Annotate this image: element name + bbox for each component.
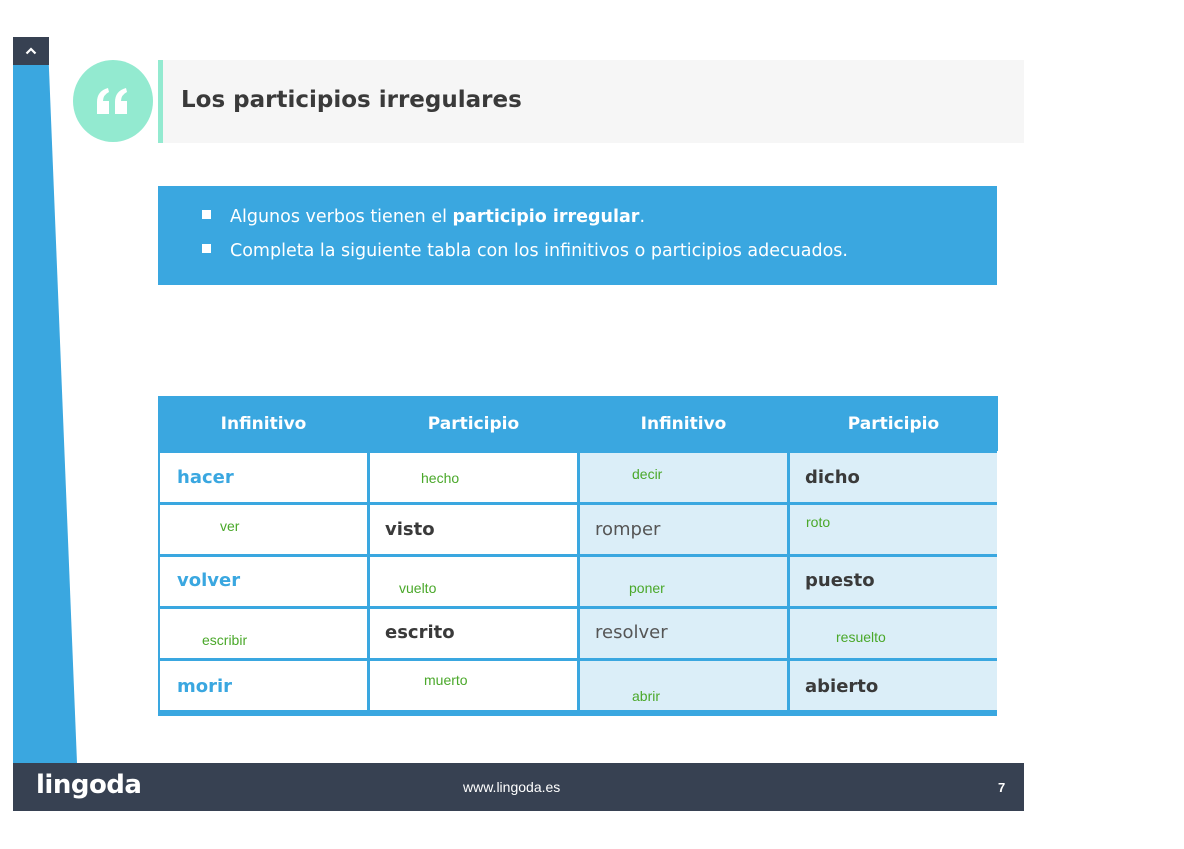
header-participle: Participio [789, 396, 998, 451]
bullet-icon [202, 210, 211, 219]
cell-text: resolver [595, 622, 668, 643]
table-cell [580, 505, 787, 554]
table-cell [160, 453, 367, 502]
answer-text: vuelto [399, 580, 437, 596]
side-decoration [13, 65, 77, 763]
title-bar [158, 60, 1024, 143]
table-cell [370, 505, 577, 554]
bullet-icon [202, 244, 211, 253]
table-cell [370, 609, 577, 658]
answer-cell[interactable] [580, 557, 787, 606]
cell-text: hacer [177, 467, 234, 488]
instruction-text: Algunos verbos tienen el [230, 207, 453, 227]
answer-cell[interactable] [580, 453, 787, 502]
answer-cell[interactable] [370, 661, 577, 710]
table-cell [160, 557, 367, 606]
instruction-text: Completa la siguiente tabla con los infinitivos o participios adecuados. [230, 241, 848, 261]
cell-text: volver [177, 570, 241, 591]
instruction-bold-text: participio irregular [452, 207, 640, 227]
answer-text: poner [629, 580, 665, 596]
cell-text: dicho [805, 467, 860, 488]
cell-text: morir [177, 676, 233, 697]
instruction-text-end: . [639, 207, 646, 227]
answer-cell[interactable] [790, 609, 997, 658]
answer-text: resuelto [836, 629, 886, 645]
quote-badge [73, 60, 153, 142]
footer-url[interactable]: www.lingoda.es [463, 779, 561, 795]
page-title: Los participios irregulares [181, 87, 522, 113]
cell-text: puesto [805, 570, 875, 591]
answer-text: roto [806, 514, 831, 530]
answer-cell[interactable] [370, 453, 577, 502]
answer-cell[interactable] [160, 505, 367, 554]
table-cell [580, 609, 787, 658]
lingoda-logo: lingoda [36, 770, 142, 800]
table-cell [790, 557, 997, 606]
answer-text: decir [632, 466, 663, 482]
table-cell [160, 661, 367, 710]
answer-text: escribir [202, 632, 248, 648]
footer-bar [13, 763, 1024, 811]
header-infinitive: Infinitivo [159, 396, 368, 451]
table-cell [790, 661, 997, 710]
answer-text: ver [220, 518, 240, 534]
answer-text: muerto [424, 672, 468, 688]
collapse-button[interactable] [13, 37, 49, 65]
header-infinitive: Infinitivo [579, 396, 788, 451]
quote-icon [95, 86, 131, 116]
answer-cell[interactable] [790, 505, 997, 554]
cell-text: visto [385, 519, 435, 540]
cell-text: romper [595, 519, 661, 540]
answer-text: hecho [421, 470, 460, 486]
cell-text: escrito [385, 622, 455, 643]
answer-cell[interactable] [370, 557, 577, 606]
instructions-box [158, 186, 997, 285]
page-number: 7 [998, 780, 1006, 795]
answer-text: abrir [632, 688, 661, 704]
chevron-up-icon [25, 47, 37, 55]
answer-cell[interactable] [580, 661, 787, 710]
participles-table [158, 396, 997, 716]
table-cell [790, 453, 997, 502]
instruction-item [202, 205, 848, 239]
cell-text: abierto [805, 676, 879, 697]
instruction-item [202, 239, 848, 273]
header-participle: Participio [369, 396, 578, 451]
answer-cell[interactable] [160, 609, 367, 658]
